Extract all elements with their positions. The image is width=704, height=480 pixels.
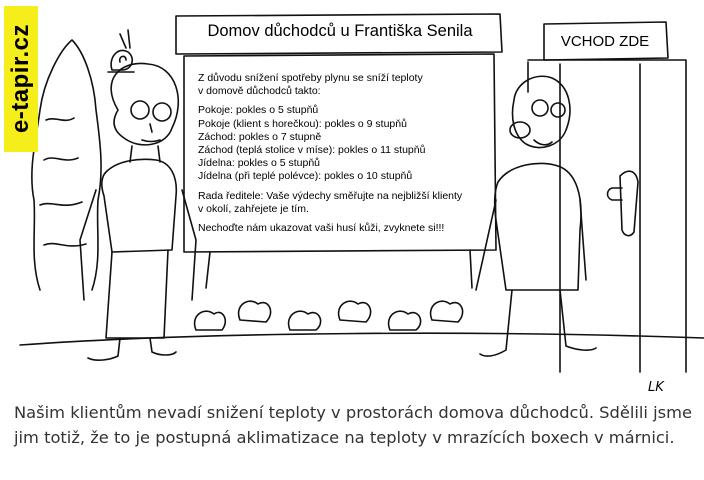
notice-advice-line: v okolí, zahřejete je tím. xyxy=(198,202,309,215)
brand-text: e-tapir.cz xyxy=(7,24,34,134)
bushes-drawing xyxy=(195,301,463,330)
sign-title: Domov důchodců u Františka Senila xyxy=(207,22,473,40)
artist-signature: LK xyxy=(648,380,664,395)
notice-item: Záchod: pokles o 7 stupně xyxy=(198,130,322,143)
notice-intro-line: v domově důchodců takto: xyxy=(198,85,321,98)
notice-advice-line: Rada ředitele: Vaše výdechy směřujte na nejbližší klienty xyxy=(198,189,463,202)
tree-drawing xyxy=(32,40,101,290)
caption: Našim klientům nevadí snižení teploty v prostorách domova důchodců. Sdělili jsme jim totiž, že to je postupná aklimatizace na teploty v mrazících boxech v márnici. xyxy=(14,403,693,447)
brand-logo xyxy=(4,6,38,152)
notice-item: Pokoje: pokles o 5 stupňů xyxy=(198,104,319,117)
notice-closing: Nechoďte nám ukazovat vaši husí kůži, zvyknete si!!! xyxy=(198,222,445,235)
notice-item: Záchod (teplá stolice v míse): pokles o 11 stupňů xyxy=(198,144,426,157)
notice-item: Jídelna (při teplé polévce): pokles o 10 stupňů xyxy=(198,170,413,183)
notice-item: Pokoje (klient s horečkou): pokles o 9 stupňů xyxy=(198,117,407,130)
notice-intro-line: Z důvodu snížení spotřeby plynu se sníží teploty xyxy=(198,72,423,84)
door-sign: VCHOD ZDE xyxy=(560,33,650,50)
notice-item: Jídelna: pokles o 5 stupňů xyxy=(198,157,321,170)
notice-text xyxy=(198,72,488,235)
door-drawing xyxy=(528,22,686,372)
